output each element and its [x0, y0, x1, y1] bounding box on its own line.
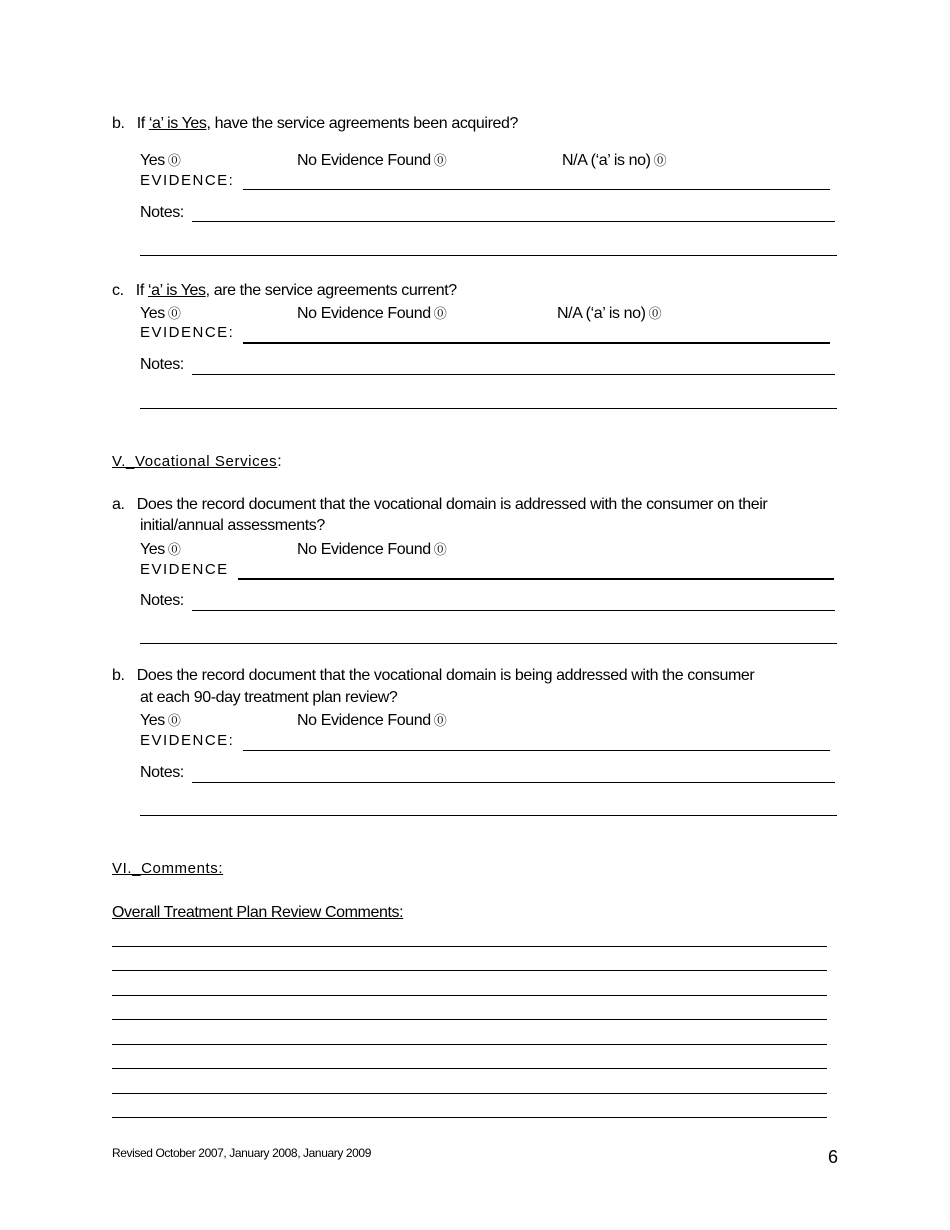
comments-subheading: Overall Treatment Plan Review Comments:: [112, 904, 404, 921]
question-b-text: b. If ‘a’ is Yes, have the service agreements been acquired?: [112, 115, 519, 132]
radio-icon[interactable]: ⓪: [433, 306, 447, 321]
radio-icon[interactable]: ⓪: [167, 153, 181, 168]
question-b-text-cont: at each 90-day treatment plan review?: [140, 689, 398, 706]
yes-option[interactable]: Yes ⓪: [140, 152, 181, 169]
notes-line[interactable]: [192, 610, 835, 611]
notes-line[interactable]: [140, 255, 837, 256]
comment-line[interactable]: [112, 946, 827, 947]
no-evidence-option[interactable]: No Evidence Found ⓪: [297, 152, 447, 169]
na-option[interactable]: N/A (‘a’ is no) ⓪: [557, 305, 662, 322]
notes-line[interactable]: [140, 643, 837, 644]
no-evidence-option[interactable]: No Evidence Found ⓪: [297, 305, 447, 322]
question-a-text-cont: initial/annual assessments?: [140, 517, 325, 534]
comment-line[interactable]: [112, 1068, 827, 1069]
no-evidence-option[interactable]: No Evidence Found ⓪: [297, 712, 447, 729]
evidence-label: EVIDENCE:: [140, 732, 235, 749]
section-heading: V._Vocational Services:: [112, 453, 282, 470]
radio-icon[interactable]: ⓪: [433, 153, 447, 168]
evidence-label: EVIDENCE: [140, 561, 229, 578]
no-evidence-option[interactable]: No Evidence Found ⓪: [297, 541, 447, 558]
notes-line[interactable]: [192, 374, 835, 375]
radio-icon[interactable]: ⓪: [167, 713, 181, 728]
question-a-text: a. Does the record document that the vocational domain is addressed with the consumer on their: [112, 496, 768, 513]
notes-label: Notes:: [140, 764, 184, 781]
radio-icon[interactable]: ⓪: [433, 713, 447, 728]
comment-line[interactable]: [112, 995, 827, 996]
notes-label: Notes:: [140, 204, 184, 221]
notes-line[interactable]: [192, 782, 835, 783]
comment-line[interactable]: [112, 1019, 827, 1020]
yes-option[interactable]: Yes ⓪: [140, 712, 181, 729]
radio-icon[interactable]: ⓪: [167, 542, 181, 557]
question-c-text: c. If ‘a’ is Yes, are the service agreements current?: [112, 282, 457, 299]
yes-option[interactable]: Yes ⓪: [140, 305, 181, 322]
radio-icon[interactable]: ⓪: [653, 153, 667, 168]
evidence-line[interactable]: [243, 342, 830, 344]
question-b-text: b. Does the record document that the vocational domain is being addressed with the consumer: [112, 667, 755, 684]
comment-line[interactable]: [112, 1093, 827, 1094]
section-heading: VI._Comments:: [112, 860, 224, 877]
notes-label: Notes:: [140, 592, 184, 609]
revision-note: Revised October 2007, January 2008, January 2009: [112, 1146, 371, 1160]
radio-icon[interactable]: ⓪: [167, 306, 181, 321]
yes-option[interactable]: Yes ⓪: [140, 541, 181, 558]
notes-line[interactable]: [192, 221, 835, 222]
comment-line[interactable]: [112, 1117, 827, 1118]
comment-line[interactable]: [112, 1044, 827, 1045]
radio-icon[interactable]: ⓪: [433, 542, 447, 557]
page-number: 6: [828, 1147, 838, 1167]
na-option[interactable]: N/A (‘a’ is no) ⓪: [562, 152, 667, 169]
evidence-label: EVIDENCE:: [140, 172, 235, 189]
notes-label: Notes:: [140, 356, 184, 373]
notes-line[interactable]: [140, 815, 837, 816]
evidence-line[interactable]: [238, 578, 834, 580]
notes-line[interactable]: [140, 408, 837, 409]
evidence-label: EVIDENCE:: [140, 324, 235, 341]
radio-icon[interactable]: ⓪: [648, 306, 662, 321]
comment-line[interactable]: [112, 970, 827, 971]
evidence-line[interactable]: [243, 189, 830, 190]
evidence-line[interactable]: [243, 750, 830, 751]
